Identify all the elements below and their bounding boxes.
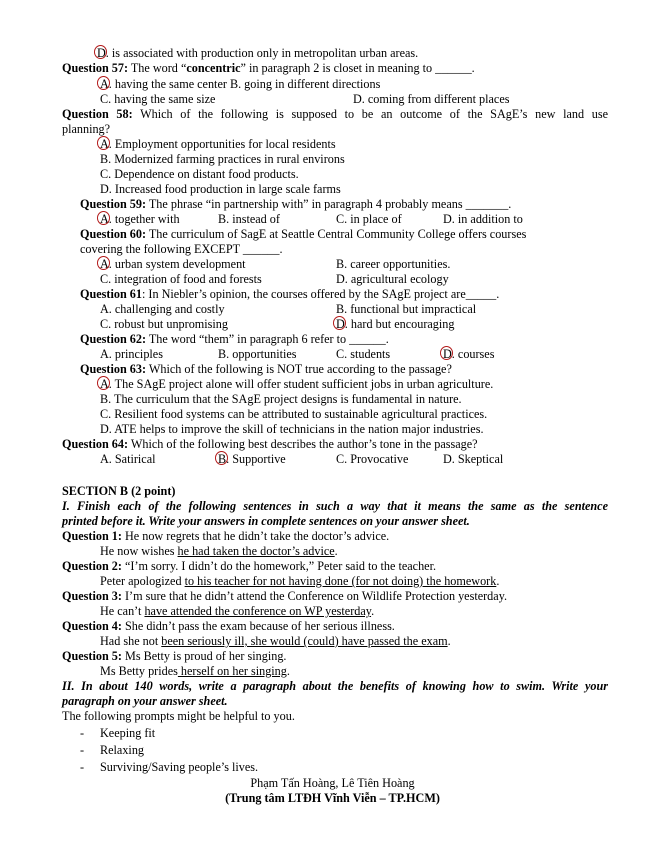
q60-option-c: C. integration of food and forests: [100, 272, 262, 286]
q62-option-d: D. courses: [443, 347, 495, 361]
rewrite-q3: Question 3: I’m sure that he didn’t attend the Conference on Wildlife Protection yesterday.: [62, 589, 508, 603]
q58-option-a: A. Employment opportunities for local residents: [100, 137, 336, 151]
rewrite-q4-answer: Had she not been seriously ill, she would (could) have passed the exam.: [100, 634, 451, 648]
rewrite-q2: Question 2: “I’m sorry. I didn’t do the homework,” Peter said to the teacher.: [62, 559, 437, 573]
q64-option-b: B. Supportive: [218, 452, 286, 466]
q60-option-b: B. career opportunities.: [336, 257, 451, 271]
q64-option-d: D. Skeptical: [443, 452, 504, 466]
answer-circle: B.: [218, 452, 230, 466]
prompt-item-text: Surviving/Saving people’s lives.: [100, 760, 259, 774]
section-b-title: SECTION B (2 point): [62, 484, 176, 498]
prompt-item: [80, 743, 84, 758]
rewrite-q5: Question 5: Ms Betty is proud of her singing.: [62, 649, 287, 663]
q57-stem: Question 57: The word “concentric” in paragraph 2 is closet in meaning to ______.: [62, 61, 475, 75]
q60-option-d: D. agricultural ecology: [336, 272, 449, 286]
q59-option-a: A. together with: [100, 212, 180, 226]
answer-circle: D.: [97, 46, 109, 60]
answer-circle: A.: [100, 257, 112, 271]
writing-instruction-1: II. In about 140 words, write a paragraph about the benefits of knowing how to swim. Write your: [62, 679, 608, 693]
q63-option-b: B. The curriculum that the SAgE project designs is fundamental in nature.: [100, 392, 462, 406]
prompt-intro: The following prompts might be helpful to you.: [62, 709, 295, 723]
q62-stem: Question 62: The word “them” in paragraph 6 refer to ______.: [80, 332, 389, 346]
q58-option-b: B. Modernized farming practices in rural environs: [100, 152, 345, 166]
q64-option-c: C. Provocative: [336, 452, 409, 466]
section-b-instruction-2: printed before it. Write your answers in complete sentences on your answer sheet.: [62, 514, 470, 528]
section-b-instruction-1: I. Finish each of the following sentences in such a way that it means the same as the sentence: [62, 499, 608, 513]
q56-line: D. is associated with production only in metropolitan urban areas.: [97, 46, 419, 60]
answer-circle: A.: [100, 77, 112, 91]
q60-stem: Question 60: The curriculum of SagE at Seattle Central Community College offers courses: [80, 227, 527, 241]
q57-option-c: C. having the same size: [100, 92, 216, 106]
q62-option-c: C. students: [336, 347, 391, 361]
q61-stem: Question 61: In Niebler’s opinion, the courses offered by the SAgE project are_____.: [80, 287, 500, 301]
q58-stem: Question 58: Which of the following is supposed to be an outcome of the SAgE’s new land use: [62, 107, 608, 121]
writing-instruction-2: paragraph on your answer sheet.: [62, 694, 228, 708]
answer-circle: A.: [100, 212, 112, 226]
footer-center: (Trung tâm LTĐH Vĩnh Viễn – TP.HCM): [225, 791, 440, 805]
rewrite-q1: Question 1: He now regrets that he didn’t take the doctor’s advice.: [62, 529, 390, 543]
answer-circle: A.: [100, 377, 112, 391]
bullet-dash: -: [80, 760, 85, 774]
prompt-item-text: Relaxing: [100, 743, 145, 757]
q60-option-a: A. urban system development: [100, 257, 246, 271]
q62-option-a: A. principles: [100, 347, 163, 361]
q61-option-b: B. functional but impractical: [336, 302, 477, 316]
q63-option-c: C. Resilient food systems can be attributed to sustainable agricultural practices.: [100, 407, 488, 421]
q61-option-d: D. hard but encouraging: [336, 317, 455, 331]
rewrite-q2-answer: Peter apologized to his teacher for not having done (for not doing) the homework.: [100, 574, 500, 588]
rewrite-q1-answer: He now wishes he had taken the doctor’s advice.: [100, 544, 338, 558]
bullet-dash: -: [80, 743, 85, 757]
answer-circle: D.: [336, 317, 348, 331]
q58-stem-2: planning?: [62, 122, 111, 136]
bullet-dash: -: [80, 726, 85, 740]
q59-option-d: D. in addition to: [443, 212, 523, 226]
q58-option-d: D. Increased food production in large scale farms: [100, 182, 341, 196]
answer-circle: A.: [100, 137, 112, 151]
q57-option-d: D. coming from different places: [353, 92, 510, 106]
prompt-item: [80, 760, 84, 775]
q64-stem: Question 64: Which of the following best describes the author’s tone in the passage?: [62, 437, 478, 451]
prompt-item: [80, 726, 84, 741]
rewrite-q3-answer: He can’t have attended the conference on WP yesterday.: [100, 604, 375, 618]
q60-stem-2: covering the following EXCEPT ______.: [80, 242, 283, 256]
q63-option-d: D. ATE helps to improve the skill of technicians in the nation major industries.: [100, 422, 484, 436]
q59-option-c: C. in place of: [336, 212, 402, 226]
q62-option-b: B. opportunities: [218, 347, 297, 361]
rewrite-q4: Question 4: She didn’t pass the exam because of her serious illness.: [62, 619, 395, 633]
q59-option-b: B. instead of: [218, 212, 280, 226]
q61-option-c: C. robust but unpromising: [100, 317, 228, 331]
q59-stem: Question 59: The phrase “in partnership with” in paragraph 4 probably means _______.: [80, 197, 512, 211]
q58-option-c: C. Dependence on distant food products.: [100, 167, 299, 181]
q64-option-a: A. Satirical: [100, 452, 156, 466]
q63-option-a: A. The SAgE project alone will offer student sufficient jobs in urban agriculture.: [100, 377, 494, 391]
q61-option-a: A. challenging and costly: [100, 302, 225, 316]
prompt-item-text: Keeping fit: [100, 726, 156, 740]
q63-stem: Question 63: Which of the following is NOT true according to the passage?: [80, 362, 452, 376]
footer-authors: Phạm Tấn Hoàng, Lê Tiên Hoàng: [250, 776, 415, 790]
q57-option-a: A. having the same center B. going in different directions: [100, 77, 381, 91]
answer-circle: D.: [443, 347, 455, 361]
rewrite-q5-answer: Ms Betty prides herself on her singing.: [100, 664, 290, 678]
